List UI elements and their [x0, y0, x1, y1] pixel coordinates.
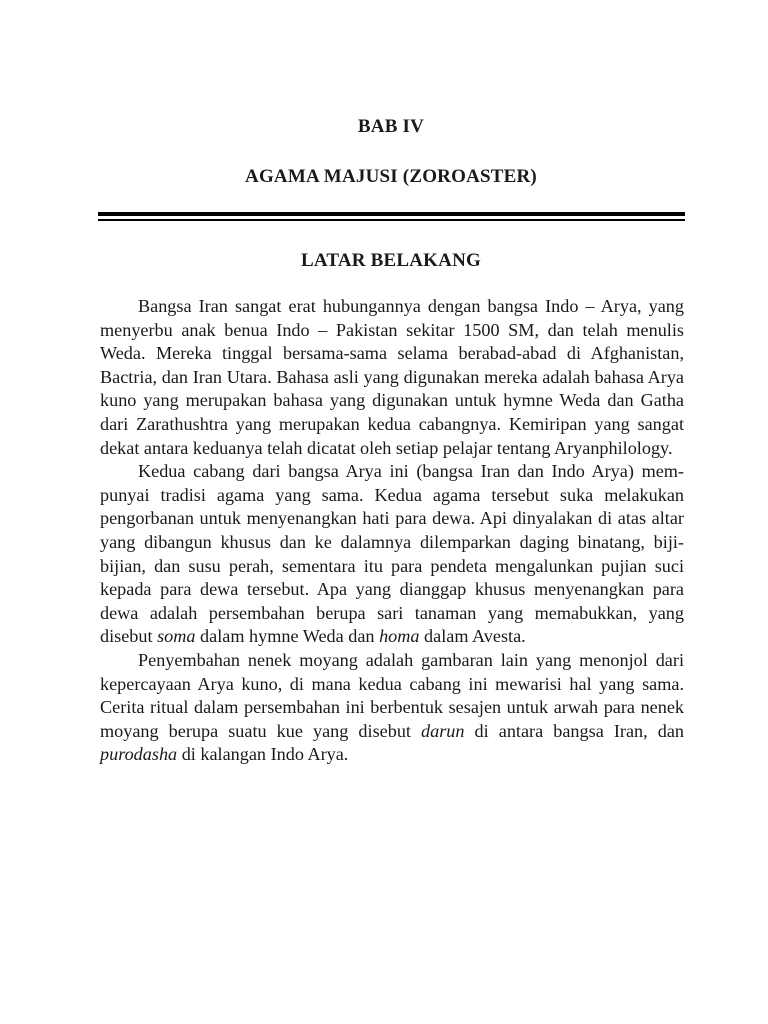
term-purodasha: purodasha [100, 744, 178, 765]
chapter-title: AGAMA MAJUSI (ZOROASTER) [245, 166, 537, 187]
term-darun: darun [421, 720, 465, 741]
chapter-number: BAB IV [357, 116, 425, 137]
body-text [100, 295, 684, 767]
paragraph-1: Bangsa Iran sangat erat hubungannya dengan bangsa Indo – Arya, yang menyerbu anak benua Indo – Pakistan sekitar 1500 SM, dan telah menulis Weda. Mereka tinggal bersama-sama selama berabad-abad di Afghanistan, Bactria, dan Iran Utara. Bahasa asli yang digunakan mereka adalah bahasa Arya kuno yang merupakan bahasa yang digunakan untuk hymne Weda dan Gatha dari Zarathushtra yang merupakan kedua cabangnya. Kemiripan yang sangat dekat antara keduanya telah dicatat oleh setiap pelajar tentang Aryanphilology. [100, 296, 684, 458]
title-divider-thin [98, 219, 685, 221]
paragraph-3-text-b: di antara bangsa Iran, dan [464, 720, 684, 741]
paragraph-2-text-a: Kedua cabang dari bangsa Arya ini (bangsa Iran dan Indo Arya) mem-punyai tradisi agama yang sama. Kedua agama tersebut suka melakukan pengorbanan untuk menyenangkan hati para dewa. Api dinyalakan di atas altar yang dibangun khusus dan ke dalamnya dilemparkan daging binatang, biji-bijian, dan susu perah, sementara itu para pendeta mengalunkan pujian suci kepada para dewa tersebut. Apa yang dianggap khusus menyenangkan para dewa adalah persembahan berupa sari tanaman yang memabukkan, yang disebut [100, 461, 684, 647]
paragraph-3 [100, 649, 684, 767]
paragraph-2-text-c: dalam Avesta. [419, 626, 526, 647]
paragraph-2 [100, 460, 684, 649]
term-homa: homa [379, 626, 420, 647]
paragraph-2-text-b: dalam hymne Weda dan [195, 626, 380, 647]
paragraph-3-text-c: di kalangan Indo Arya. [177, 744, 349, 765]
title-divider-thick [98, 212, 685, 216]
paragraph-3-text-a: Penyembahan nenek moyang adalah gambaran lain yang menonjol dari kepercayaan Arya kuno, di mana kedua cabang ini mewarisi hal yang sama. Cerita ritual dalam persembahan ini berbentuk sesajen untuk arwah para nenek moyang berupa suatu kue yang disebut [100, 649, 684, 741]
term-soma: soma [157, 626, 196, 647]
section-title: LATAR BELAKANG [301, 250, 481, 271]
